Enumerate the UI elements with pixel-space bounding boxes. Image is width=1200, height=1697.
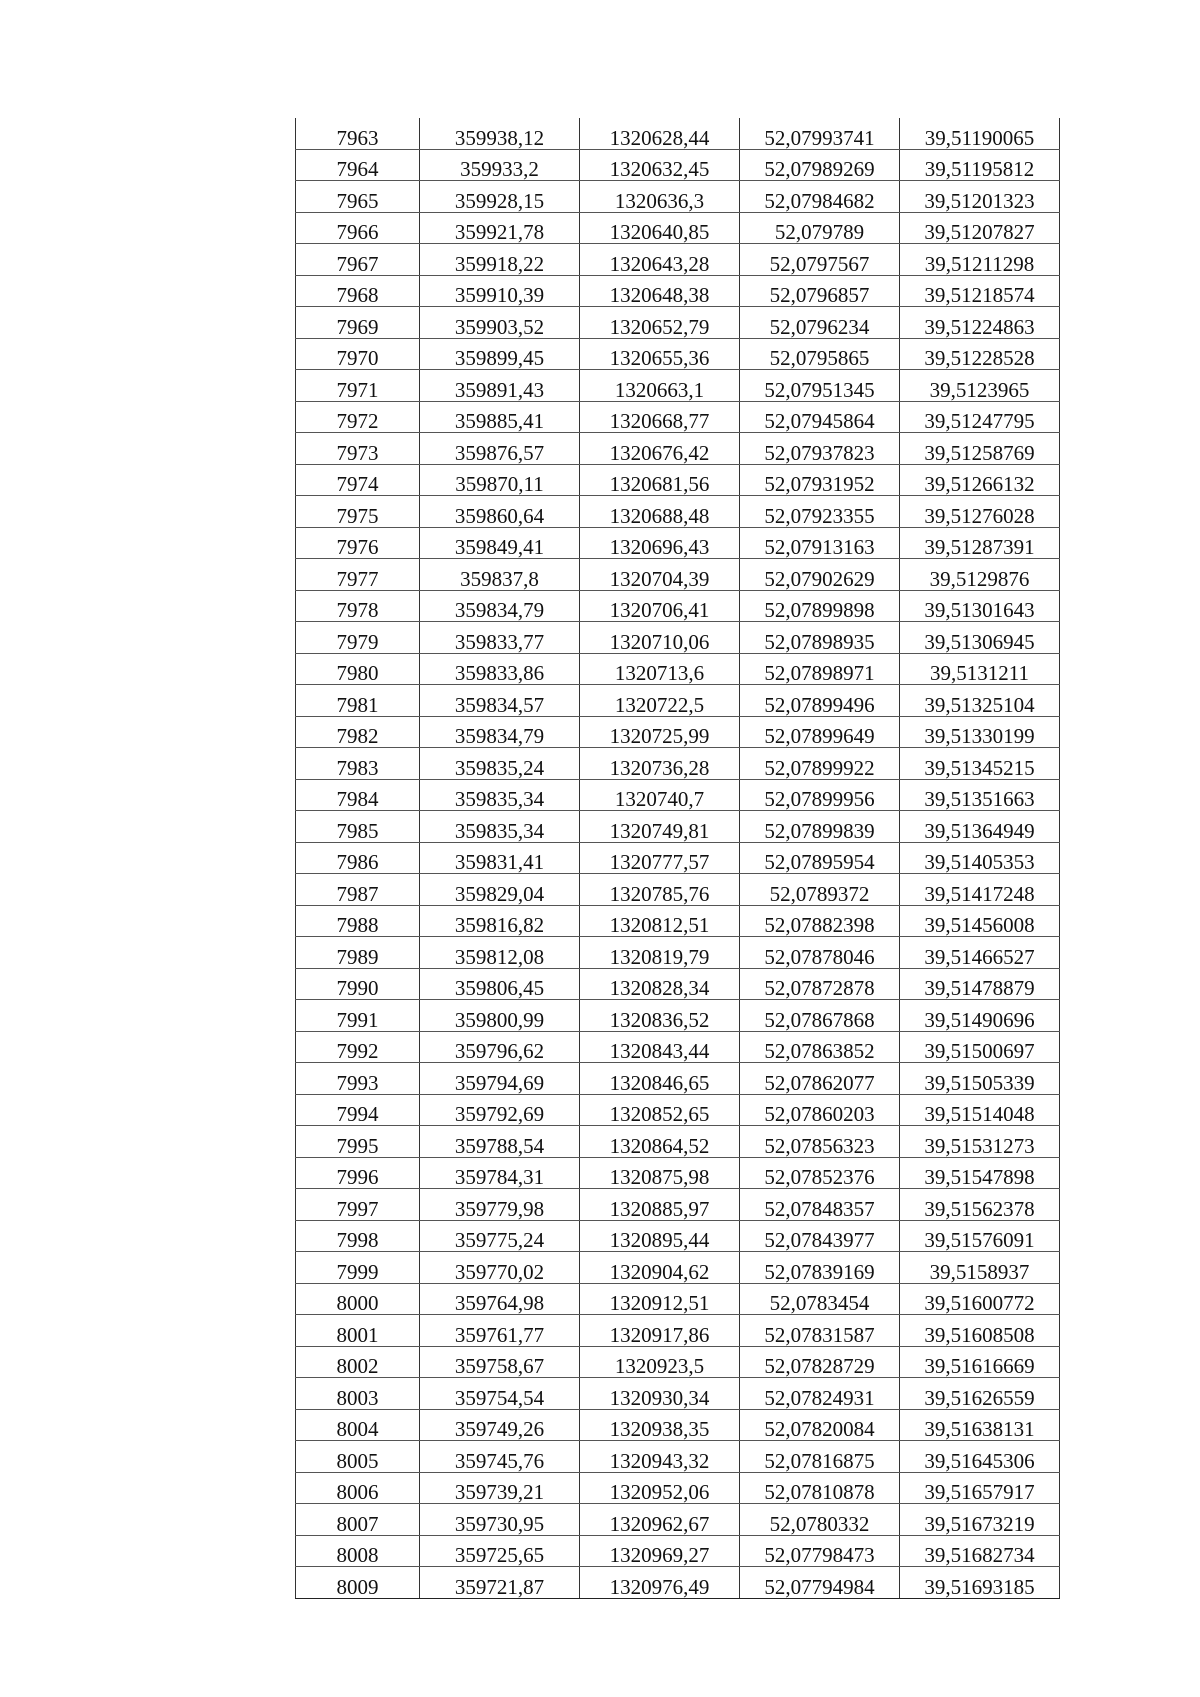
point-number-cell: 7989 [296,937,420,969]
latitude-cell: 52,07878046 [740,937,900,969]
latitude-cell: 52,07945864 [740,401,900,433]
x-coordinate-cell: 359796,62 [420,1031,580,1063]
point-number-cell: 7966 [296,212,420,244]
latitude-cell: 52,07848357 [740,1189,900,1221]
longitude-cell: 39,51478879 [900,968,1060,1000]
latitude-cell: 52,07863852 [740,1031,900,1063]
latitude-cell: 52,0783454 [740,1283,900,1315]
table-row [296,1378,1060,1410]
longitude-cell: 39,51351663 [900,779,1060,811]
longitude-cell: 39,51325104 [900,685,1060,717]
table-row [296,1157,1060,1189]
longitude-cell: 39,51207827 [900,212,1060,244]
y-coordinate-cell: 1320836,52 [580,1000,740,1032]
point-number-cell: 7982 [296,716,420,748]
latitude-cell: 52,07820084 [740,1409,900,1441]
point-number-cell: 7971 [296,370,420,402]
longitude-cell: 39,51190065 [900,118,1060,149]
latitude-cell: 52,07867868 [740,1000,900,1032]
latitude-cell: 52,07989269 [740,149,900,181]
longitude-cell: 39,51201323 [900,181,1060,213]
y-coordinate-cell: 1320643,28 [580,244,740,276]
latitude-cell: 52,07898935 [740,622,900,654]
latitude-cell: 52,07898971 [740,653,900,685]
table-row [296,1094,1060,1126]
latitude-cell: 52,0796234 [740,307,900,339]
longitude-cell: 39,51505339 [900,1063,1060,1095]
point-number-cell: 7996 [296,1157,420,1189]
table-row [296,1504,1060,1536]
y-coordinate-cell: 1320943,32 [580,1441,740,1473]
table-row [296,653,1060,685]
y-coordinate-cell: 1320749,81 [580,811,740,843]
longitude-cell: 39,51600772 [900,1283,1060,1315]
y-coordinate-cell: 1320648,38 [580,275,740,307]
y-coordinate-cell: 1320652,79 [580,307,740,339]
x-coordinate-cell: 359903,52 [420,307,580,339]
x-coordinate-cell: 359834,79 [420,716,580,748]
longitude-cell: 39,51224863 [900,307,1060,339]
x-coordinate-cell: 359918,22 [420,244,580,276]
point-number-cell: 8002 [296,1346,420,1378]
x-coordinate-cell: 359891,43 [420,370,580,402]
latitude-cell: 52,0780332 [740,1504,900,1536]
y-coordinate-cell: 1320885,97 [580,1189,740,1221]
x-coordinate-cell: 359849,41 [420,527,580,559]
x-coordinate-cell: 359835,34 [420,811,580,843]
table-row [296,149,1060,181]
table-row [296,1346,1060,1378]
y-coordinate-cell: 1320628,44 [580,118,740,149]
y-coordinate-cell: 1320740,7 [580,779,740,811]
latitude-cell: 52,07899839 [740,811,900,843]
coordinates-table-body [296,118,1060,1598]
y-coordinate-cell: 1320640,85 [580,212,740,244]
longitude-cell: 39,51456008 [900,905,1060,937]
longitude-cell: 39,51693185 [900,1567,1060,1599]
point-number-cell: 7973 [296,433,420,465]
table-row [296,496,1060,528]
x-coordinate-cell: 359910,39 [420,275,580,307]
y-coordinate-cell: 1320952,06 [580,1472,740,1504]
x-coordinate-cell: 359792,69 [420,1094,580,1126]
x-coordinate-cell: 359933,2 [420,149,580,181]
longitude-cell: 39,51562378 [900,1189,1060,1221]
point-number-cell: 7963 [296,118,420,149]
y-coordinate-cell: 1320969,27 [580,1535,740,1567]
latitude-cell: 52,07899649 [740,716,900,748]
y-coordinate-cell: 1320632,45 [580,149,740,181]
latitude-cell: 52,07951345 [740,370,900,402]
latitude-cell: 52,07831587 [740,1315,900,1347]
table-row [296,275,1060,307]
point-number-cell: 7969 [296,307,420,339]
table-row [296,370,1060,402]
latitude-cell: 52,07816875 [740,1441,900,1473]
latitude-cell: 52,07913163 [740,527,900,559]
x-coordinate-cell: 359921,78 [420,212,580,244]
y-coordinate-cell: 1320938,35 [580,1409,740,1441]
longitude-cell: 39,51616669 [900,1346,1060,1378]
y-coordinate-cell: 1320895,44 [580,1220,740,1252]
x-coordinate-cell: 359876,57 [420,433,580,465]
longitude-cell: 39,51345215 [900,748,1060,780]
y-coordinate-cell: 1320843,44 [580,1031,740,1063]
y-coordinate-cell: 1320777,57 [580,842,740,874]
table-row [296,811,1060,843]
longitude-cell: 39,51576091 [900,1220,1060,1252]
point-number-cell: 7974 [296,464,420,496]
longitude-cell: 39,51211298 [900,244,1060,276]
latitude-cell: 52,07839169 [740,1252,900,1284]
point-number-cell: 8007 [296,1504,420,1536]
latitude-cell: 52,07937823 [740,433,900,465]
point-number-cell: 7992 [296,1031,420,1063]
x-coordinate-cell: 359899,45 [420,338,580,370]
table-row [296,685,1060,717]
x-coordinate-cell: 359833,77 [420,622,580,654]
table-row [296,937,1060,969]
table-row [296,464,1060,496]
point-number-cell: 7975 [296,496,420,528]
y-coordinate-cell: 1320681,56 [580,464,740,496]
table-row [296,1031,1060,1063]
latitude-cell: 52,07794984 [740,1567,900,1599]
table-row [296,1000,1060,1032]
y-coordinate-cell: 1320864,52 [580,1126,740,1158]
y-coordinate-cell: 1320706,41 [580,590,740,622]
latitude-cell: 52,07856323 [740,1126,900,1158]
point-number-cell: 7997 [296,1189,420,1221]
latitude-cell: 52,07810878 [740,1472,900,1504]
point-number-cell: 7990 [296,968,420,1000]
table-row [296,1315,1060,1347]
longitude-cell: 39,51417248 [900,874,1060,906]
table-row [296,559,1060,591]
table-row [296,905,1060,937]
latitude-cell: 52,07852376 [740,1157,900,1189]
latitude-cell: 52,07923355 [740,496,900,528]
point-number-cell: 7991 [296,1000,420,1032]
x-coordinate-cell: 359806,45 [420,968,580,1000]
y-coordinate-cell: 1320696,43 [580,527,740,559]
y-coordinate-cell: 1320917,86 [580,1315,740,1347]
table-row [296,118,1060,149]
longitude-cell: 39,51195812 [900,149,1060,181]
longitude-cell: 39,51364949 [900,811,1060,843]
longitude-cell: 39,51608508 [900,1315,1060,1347]
longitude-cell: 39,51500697 [900,1031,1060,1063]
table-row [296,1409,1060,1441]
table-row [296,748,1060,780]
longitude-cell: 39,51531273 [900,1126,1060,1158]
table-row [296,1252,1060,1284]
table-row [296,1567,1060,1599]
y-coordinate-cell: 1320812,51 [580,905,740,937]
latitude-cell: 52,07899956 [740,779,900,811]
latitude-cell: 52,07843977 [740,1220,900,1252]
table-row [296,244,1060,276]
x-coordinate-cell: 359721,87 [420,1567,580,1599]
y-coordinate-cell: 1320704,39 [580,559,740,591]
y-coordinate-cell: 1320846,65 [580,1063,740,1095]
latitude-cell: 52,07860203 [740,1094,900,1126]
point-number-cell: 7999 [296,1252,420,1284]
point-number-cell: 8009 [296,1567,420,1599]
y-coordinate-cell: 1320852,65 [580,1094,740,1126]
table-row [296,622,1060,654]
table-row [296,1472,1060,1504]
longitude-cell: 39,51218574 [900,275,1060,307]
x-coordinate-cell: 359834,79 [420,590,580,622]
table-row [296,1126,1060,1158]
x-coordinate-cell: 359725,65 [420,1535,580,1567]
longitude-cell: 39,51514048 [900,1094,1060,1126]
y-coordinate-cell: 1320875,98 [580,1157,740,1189]
x-coordinate-cell: 359745,76 [420,1441,580,1473]
x-coordinate-cell: 359770,02 [420,1252,580,1284]
longitude-cell: 39,51330199 [900,716,1060,748]
longitude-cell: 39,51301643 [900,590,1060,622]
longitude-cell: 39,51466527 [900,937,1060,969]
x-coordinate-cell: 359775,24 [420,1220,580,1252]
point-number-cell: 7986 [296,842,420,874]
latitude-cell: 52,07824931 [740,1378,900,1410]
point-number-cell: 7977 [296,559,420,591]
x-coordinate-cell: 359870,11 [420,464,580,496]
y-coordinate-cell: 1320923,5 [580,1346,740,1378]
y-coordinate-cell: 1320912,51 [580,1283,740,1315]
longitude-cell: 39,5131211 [900,653,1060,685]
point-number-cell: 8000 [296,1283,420,1315]
table-row [296,1535,1060,1567]
table-row [296,779,1060,811]
point-number-cell: 7981 [296,685,420,717]
x-coordinate-cell: 359788,54 [420,1126,580,1158]
y-coordinate-cell: 1320722,5 [580,685,740,717]
table-row [296,212,1060,244]
table-row [296,1063,1060,1095]
y-coordinate-cell: 1320930,34 [580,1378,740,1410]
latitude-cell: 52,07828729 [740,1346,900,1378]
point-number-cell: 7964 [296,149,420,181]
point-number-cell: 7978 [296,590,420,622]
x-coordinate-cell: 359829,04 [420,874,580,906]
longitude-cell: 39,51258769 [900,433,1060,465]
latitude-cell: 52,07902629 [740,559,900,591]
table-row [296,307,1060,339]
coordinates-table [295,118,1060,1599]
longitude-cell: 39,5129876 [900,559,1060,591]
table-row [296,1283,1060,1315]
latitude-cell: 52,07899898 [740,590,900,622]
latitude-cell: 52,07899496 [740,685,900,717]
point-number-cell: 7968 [296,275,420,307]
x-coordinate-cell: 359833,86 [420,653,580,685]
x-coordinate-cell: 359860,64 [420,496,580,528]
x-coordinate-cell: 359754,54 [420,1378,580,1410]
point-number-cell: 7993 [296,1063,420,1095]
x-coordinate-cell: 359835,24 [420,748,580,780]
table-row [296,968,1060,1000]
latitude-cell: 52,0795865 [740,338,900,370]
longitude-cell: 39,51276028 [900,496,1060,528]
x-coordinate-cell: 359938,12 [420,118,580,149]
longitude-cell: 39,51645306 [900,1441,1060,1473]
table-row [296,590,1060,622]
x-coordinate-cell: 359816,82 [420,905,580,937]
point-number-cell: 8006 [296,1472,420,1504]
y-coordinate-cell: 1320663,1 [580,370,740,402]
y-coordinate-cell: 1320668,77 [580,401,740,433]
longitude-cell: 39,51638131 [900,1409,1060,1441]
y-coordinate-cell: 1320676,42 [580,433,740,465]
latitude-cell: 52,0796857 [740,275,900,307]
y-coordinate-cell: 1320725,99 [580,716,740,748]
y-coordinate-cell: 1320828,34 [580,968,740,1000]
y-coordinate-cell: 1320636,3 [580,181,740,213]
x-coordinate-cell: 359837,8 [420,559,580,591]
table-row [296,181,1060,213]
point-number-cell: 7980 [296,653,420,685]
point-number-cell: 8005 [296,1441,420,1473]
latitude-cell: 52,07993741 [740,118,900,149]
table-row [296,1220,1060,1252]
latitude-cell: 52,07899922 [740,748,900,780]
y-coordinate-cell: 1320819,79 [580,937,740,969]
latitude-cell: 52,07862077 [740,1063,900,1095]
x-coordinate-cell: 359885,41 [420,401,580,433]
point-number-cell: 7995 [296,1126,420,1158]
point-number-cell: 7965 [296,181,420,213]
y-coordinate-cell: 1320710,06 [580,622,740,654]
longitude-cell: 39,51657917 [900,1472,1060,1504]
longitude-cell: 39,51287391 [900,527,1060,559]
table-row [296,338,1060,370]
y-coordinate-cell: 1320655,36 [580,338,740,370]
y-coordinate-cell: 1320736,28 [580,748,740,780]
latitude-cell: 52,07895954 [740,842,900,874]
point-number-cell: 8003 [296,1378,420,1410]
x-coordinate-cell: 359730,95 [420,1504,580,1536]
longitude-cell: 39,51547898 [900,1157,1060,1189]
longitude-cell: 39,51682734 [900,1535,1060,1567]
x-coordinate-cell: 359779,98 [420,1189,580,1221]
y-coordinate-cell: 1320976,49 [580,1567,740,1599]
latitude-cell: 52,07872878 [740,968,900,1000]
latitude-cell: 52,079789 [740,212,900,244]
longitude-cell: 39,51490696 [900,1000,1060,1032]
longitude-cell: 39,5158937 [900,1252,1060,1284]
latitude-cell: 52,0789372 [740,874,900,906]
point-number-cell: 7994 [296,1094,420,1126]
table-row [296,1441,1060,1473]
table-row [296,401,1060,433]
longitude-cell: 39,51626559 [900,1378,1060,1410]
latitude-cell: 52,0797567 [740,244,900,276]
point-number-cell: 7972 [296,401,420,433]
point-number-cell: 7976 [296,527,420,559]
latitude-cell: 52,07798473 [740,1535,900,1567]
longitude-cell: 39,51673219 [900,1504,1060,1536]
x-coordinate-cell: 359928,15 [420,181,580,213]
point-number-cell: 7998 [296,1220,420,1252]
x-coordinate-cell: 359739,21 [420,1472,580,1504]
table-row [296,433,1060,465]
y-coordinate-cell: 1320713,6 [580,653,740,685]
point-number-cell: 7984 [296,779,420,811]
point-number-cell: 7988 [296,905,420,937]
longitude-cell: 39,51405353 [900,842,1060,874]
x-coordinate-cell: 359831,41 [420,842,580,874]
point-number-cell: 7983 [296,748,420,780]
longitude-cell: 39,51228528 [900,338,1060,370]
latitude-cell: 52,07882398 [740,905,900,937]
table-row [296,716,1060,748]
longitude-cell: 39,51266132 [900,464,1060,496]
y-coordinate-cell: 1320688,48 [580,496,740,528]
point-number-cell: 7970 [296,338,420,370]
x-coordinate-cell: 359835,34 [420,779,580,811]
x-coordinate-cell: 359812,08 [420,937,580,969]
x-coordinate-cell: 359800,99 [420,1000,580,1032]
latitude-cell: 52,07984682 [740,181,900,213]
point-number-cell: 8001 [296,1315,420,1347]
table-row [296,1189,1060,1221]
longitude-cell: 39,5123965 [900,370,1060,402]
x-coordinate-cell: 359794,69 [420,1063,580,1095]
longitude-cell: 39,51306945 [900,622,1060,654]
table-row [296,874,1060,906]
y-coordinate-cell: 1320785,76 [580,874,740,906]
table-row [296,527,1060,559]
x-coordinate-cell: 359758,67 [420,1346,580,1378]
y-coordinate-cell: 1320962,67 [580,1504,740,1536]
x-coordinate-cell: 359749,26 [420,1409,580,1441]
table-row [296,842,1060,874]
longitude-cell: 39,51247795 [900,401,1060,433]
point-number-cell: 7987 [296,874,420,906]
point-number-cell: 7967 [296,244,420,276]
latitude-cell: 52,07931952 [740,464,900,496]
x-coordinate-cell: 359764,98 [420,1283,580,1315]
y-coordinate-cell: 1320904,62 [580,1252,740,1284]
x-coordinate-cell: 359784,31 [420,1157,580,1189]
point-number-cell: 8004 [296,1409,420,1441]
x-coordinate-cell: 359761,77 [420,1315,580,1347]
point-number-cell: 7985 [296,811,420,843]
x-coordinate-cell: 359834,57 [420,685,580,717]
point-number-cell: 7979 [296,622,420,654]
point-number-cell: 8008 [296,1535,420,1567]
